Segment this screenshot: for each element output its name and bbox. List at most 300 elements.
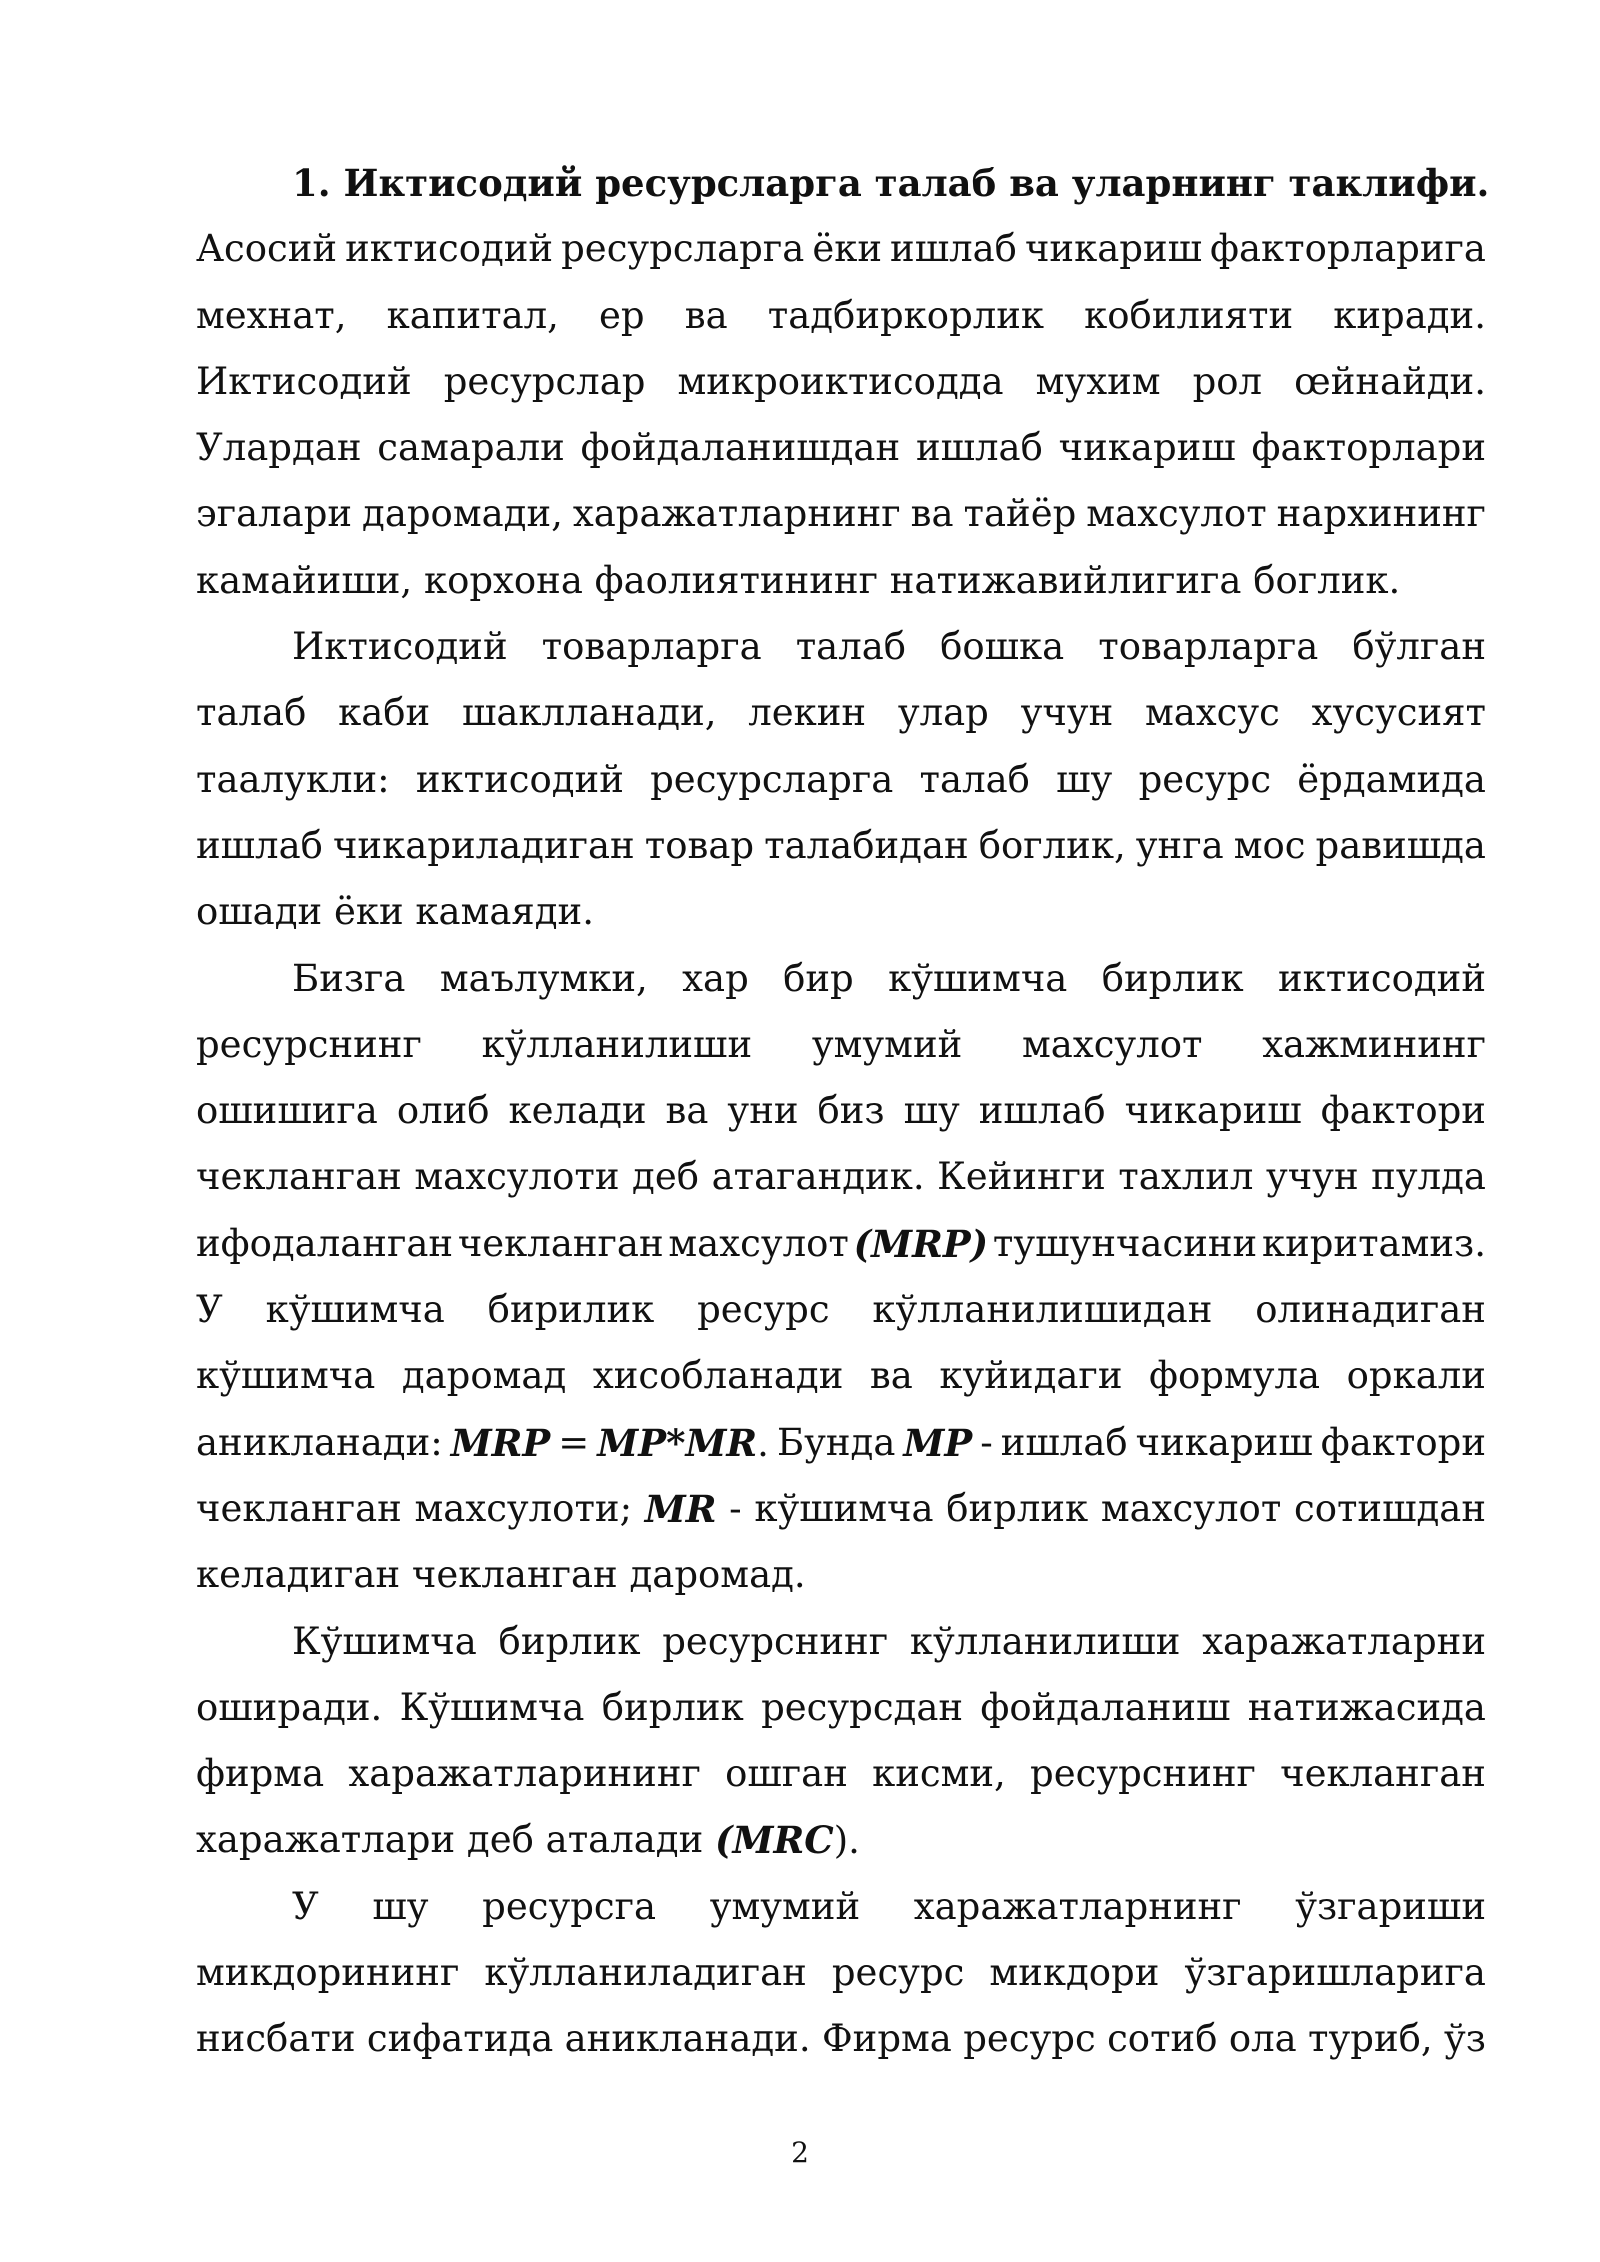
- text-run: У: [196, 1288, 223, 1332]
- word: [939, 1343, 1122, 1409]
- text-run: рол: [1192, 359, 1263, 403]
- word: [573, 481, 901, 547]
- word: [1321, 1410, 1486, 1476]
- text-run: фаолиятининг: [594, 558, 878, 602]
- text-run: учун: [1020, 691, 1114, 735]
- paragraph-line: [196, 946, 1486, 1012]
- space: [412, 548, 424, 614]
- word: [196, 349, 412, 415]
- text-run: ишлаб: [1000, 1420, 1128, 1464]
- word: [1262, 1012, 1486, 1078]
- word: [196, 1211, 453, 1277]
- word: [1277, 481, 1486, 547]
- word: [196, 680, 306, 746]
- word: [1102, 946, 1244, 1012]
- paragraph-line: [196, 1542, 1486, 1608]
- text-run: ёки: [812, 227, 883, 271]
- word: [979, 1078, 1106, 1144]
- text-run: улар: [897, 691, 989, 735]
- text-run: ёки: [333, 890, 404, 934]
- term-emphasis: MP: [597, 1420, 667, 1465]
- space: [322, 879, 334, 945]
- word: [1210, 216, 1486, 282]
- paragraph-line: [196, 548, 1486, 614]
- word: [1371, 1144, 1486, 1210]
- text-run: аникланади.: [564, 2017, 811, 2061]
- text-run: микдорининг: [196, 1951, 460, 1995]
- text-run: Иктисодий: [292, 625, 508, 669]
- text-run: ишлаб: [915, 426, 1043, 470]
- text-run: биз: [817, 1089, 885, 1133]
- word: [1059, 415, 1236, 481]
- word: [946, 1476, 1088, 1542]
- word: [1312, 680, 1486, 746]
- word: [1139, 747, 1271, 813]
- text-run: киритамиз.: [1261, 1221, 1486, 1265]
- word: [334, 879, 404, 945]
- formula-symbol: (: [715, 1818, 733, 1863]
- word: [196, 1277, 223, 1343]
- word: [668, 1211, 848, 1277]
- term-emphasis: MR: [644, 1486, 717, 1531]
- space: [878, 548, 890, 614]
- text-run: чекланган: [196, 1155, 402, 1199]
- word: [509, 1078, 647, 1144]
- word: [542, 614, 762, 680]
- word: [1056, 747, 1112, 813]
- term-emphasis: MRC: [732, 1818, 834, 1863]
- word: [546, 1807, 704, 1873]
- text-run: нисбати: [196, 2017, 356, 2061]
- text-run: хажмининг: [1262, 1022, 1486, 1066]
- text-run: тахлил: [1118, 1155, 1254, 1199]
- text-run: œйнайди.: [1294, 359, 1486, 403]
- space: [455, 1807, 467, 1873]
- word: [712, 1144, 925, 1210]
- word: [1036, 349, 1161, 415]
- text-run: фойдаланишдан: [580, 426, 901, 470]
- term-emphasis: MR: [685, 1420, 758, 1465]
- formula-symbol: =: [558, 1420, 590, 1464]
- text-run: ер: [599, 293, 645, 337]
- word: [1001, 1410, 1128, 1476]
- word: [678, 349, 1004, 415]
- text-run: фирма: [196, 1752, 325, 1796]
- text-run: Асосий: [196, 227, 338, 271]
- word: [196, 1807, 455, 1873]
- text-run: У: [292, 1884, 319, 1928]
- text-run: корхона: [423, 558, 583, 602]
- word: [812, 216, 882, 282]
- paragraph-line: [196, 1476, 1486, 1542]
- word: [348, 1741, 701, 1807]
- word: [832, 1940, 964, 2006]
- word: [292, 1874, 319, 1940]
- text-run: чикариш: [1124, 1089, 1302, 1133]
- word: [1202, 1609, 1486, 1675]
- paragraph-line: [196, 614, 1486, 680]
- word: [1022, 1012, 1202, 1078]
- text-run: кўшимча: [265, 1288, 445, 1332]
- text-run: Бунда: [776, 1420, 896, 1464]
- word: [1145, 680, 1280, 746]
- text-run: чекланган: [1280, 1752, 1486, 1796]
- word: [415, 879, 594, 945]
- text-run: талабидан: [764, 823, 969, 867]
- text-run: келадиган: [196, 1553, 401, 1597]
- word: [1266, 1144, 1359, 1210]
- word: [940, 614, 1064, 680]
- text-run: хусусият: [1311, 691, 1486, 735]
- word: [196, 1476, 402, 1542]
- text-run: махсулот: [1086, 492, 1267, 536]
- word: [898, 680, 989, 746]
- space: [1242, 548, 1254, 614]
- text-run: чекланган: [411, 1553, 618, 1597]
- word: [754, 1476, 933, 1542]
- text-run: кўшимча: [196, 1354, 376, 1398]
- text-run: ошади: [196, 890, 323, 934]
- text-run: тадбиркорлик: [767, 293, 1045, 337]
- text-run: уни: [727, 1089, 799, 1133]
- text-run: ресурсдан: [761, 1685, 964, 1729]
- text-run: ола: [1228, 2017, 1297, 2061]
- text-run: аникланади:: [196, 1420, 443, 1464]
- text-run: иктисодий: [345, 227, 554, 271]
- word: [1262, 1211, 1486, 1277]
- paragraph-line: [196, 680, 1486, 746]
- word: [462, 680, 717, 746]
- word: [890, 548, 1242, 614]
- text-run: махсулот: [1022, 1022, 1203, 1066]
- text-run: кўшимча: [754, 1486, 934, 1530]
- word: [979, 813, 1126, 879]
- word: [196, 747, 390, 813]
- text-run: шаклланади,: [461, 691, 717, 735]
- word: [1347, 1343, 1486, 1409]
- word: [1234, 813, 1306, 879]
- word: [697, 1277, 829, 1343]
- word: [292, 1609, 477, 1675]
- word: [872, 1741, 1006, 1807]
- space: [618, 1542, 630, 1608]
- section-heading: [196, 150, 1490, 216]
- text-run: сотишдан: [1293, 1486, 1486, 1530]
- paragraph-line: [196, 2006, 1486, 2072]
- word: [482, 1012, 753, 1078]
- text-run: харажатларнинг: [913, 1884, 1242, 1928]
- word: [196, 1940, 459, 2006]
- word: [484, 1940, 806, 2006]
- word: [1184, 1940, 1486, 2006]
- text-run: бирлик: [1101, 956, 1244, 1000]
- word: [196, 1675, 382, 1741]
- word: [1107, 2006, 1217, 2072]
- text-run: ва: [910, 492, 954, 536]
- text-run: микдори: [989, 1951, 1160, 1995]
- text-run: ресурс: [697, 1288, 830, 1332]
- word: [920, 747, 1030, 813]
- text-run: бирлик: [946, 1486, 1089, 1530]
- paragraph-line: [196, 1940, 1486, 2006]
- word: [467, 1807, 534, 1873]
- text-run: Кўшимча: [399, 1685, 585, 1729]
- paragraph-line: [196, 747, 1486, 813]
- text-run: ресурсларга: [561, 227, 805, 271]
- word: [565, 2006, 811, 2072]
- text-run: Кўшимча: [292, 1619, 477, 1663]
- text-run: иктисодий: [1277, 956, 1486, 1000]
- text-run: Кейинги: [937, 1155, 1106, 1199]
- word: [1025, 216, 1202, 282]
- word: [963, 2006, 1095, 2072]
- word: [1294, 349, 1486, 415]
- word: [1295, 1874, 1486, 1940]
- text-run: нархининг: [1276, 492, 1486, 536]
- paragraph-line: [196, 1277, 1486, 1343]
- word: [1125, 1078, 1302, 1144]
- word: [499, 1609, 641, 1675]
- word: [558, 1410, 589, 1476]
- text-run: бўлган: [1352, 625, 1486, 669]
- document-body: [196, 150, 1490, 2073]
- word: [397, 1078, 490, 1144]
- text-run: умумий: [709, 1884, 861, 1928]
- word: [715, 1807, 860, 1873]
- word: [196, 216, 337, 282]
- text-run: сотиб: [1107, 2017, 1218, 2061]
- text-run: ресурсларга: [650, 757, 894, 801]
- word: [870, 1343, 913, 1409]
- word: [685, 283, 728, 349]
- formula-symbol: ): [970, 1221, 989, 1266]
- paragraph-line: [196, 216, 1486, 282]
- word: [1149, 1343, 1320, 1409]
- word: [1252, 415, 1486, 481]
- text-run: ресурснинг: [196, 1022, 422, 1066]
- word: [872, 1277, 1212, 1343]
- word: [451, 1410, 551, 1476]
- text-run: талаб: [196, 691, 307, 735]
- word: [597, 1410, 769, 1476]
- text-run: маълумки,: [439, 956, 648, 1000]
- text-run: бирлик: [498, 1619, 641, 1663]
- word: [196, 1078, 378, 1144]
- text-run: тушунчасини: [992, 1221, 1258, 1265]
- text-run: шу: [1056, 757, 1113, 801]
- word: [372, 1874, 428, 1940]
- term-emphasis: MP: [903, 1420, 973, 1465]
- text-run: -: [729, 1486, 742, 1530]
- word: [196, 548, 412, 614]
- word: [387, 283, 559, 349]
- word: [561, 216, 804, 282]
- text-run: .: [757, 1421, 769, 1465]
- text-run: кўлланилишидан: [872, 1288, 1213, 1332]
- word: [1321, 1078, 1486, 1144]
- word: [1297, 747, 1486, 813]
- word: [1098, 614, 1318, 680]
- word: [196, 415, 362, 481]
- word: [414, 1476, 632, 1542]
- text-run: чекланган: [457, 1221, 664, 1265]
- text-run: харажатлари: [196, 1818, 456, 1862]
- word: [1084, 283, 1293, 349]
- paragraph-line: [196, 1078, 1486, 1144]
- text-run: даромад.: [629, 1553, 806, 1597]
- text-run: Бизга: [292, 956, 406, 1000]
- text-run: кўшимча: [888, 956, 1068, 1000]
- word: [333, 813, 635, 879]
- text-run: аталади: [545, 1818, 704, 1862]
- text-run: кўлланиладиган: [484, 1951, 807, 1995]
- word: [989, 1940, 1159, 2006]
- text-run: деб: [632, 1155, 700, 1199]
- word: [292, 614, 508, 680]
- text-run: олиб: [396, 1089, 490, 1133]
- space: [534, 1807, 546, 1873]
- text-run: даромади,: [362, 492, 563, 536]
- text-run: иктисодий: [415, 757, 624, 801]
- text-run: пулда: [1371, 1155, 1486, 1199]
- text-run: оширади.: [196, 1685, 383, 1729]
- paragraph-line: [196, 349, 1486, 415]
- word: [599, 283, 645, 349]
- text-run: харажатларнинг: [572, 492, 901, 536]
- word: [1118, 1144, 1253, 1210]
- term-emphasis: MRP: [450, 1420, 551, 1465]
- text-run: бошка: [940, 625, 1065, 669]
- word: [488, 1277, 655, 1343]
- word: [725, 1741, 848, 1807]
- word: [812, 1012, 962, 1078]
- text-run: талаб: [795, 625, 907, 669]
- text-run: фойдаланиш: [980, 1685, 1231, 1729]
- text-run: самарали: [377, 426, 565, 470]
- text-run: Иктисодий: [196, 359, 412, 403]
- text-run: келади: [508, 1089, 647, 1133]
- word: [645, 813, 754, 879]
- word: [710, 1874, 860, 1940]
- text-run: кисми,: [872, 1752, 1006, 1796]
- word: [783, 946, 854, 1012]
- word: [196, 1542, 400, 1608]
- text-run: махсус: [1144, 691, 1280, 735]
- paragraph-line: [196, 1012, 1486, 1078]
- text-run: фактори: [1320, 1089, 1486, 1133]
- paragraph-line: [196, 1410, 1486, 1476]
- word: [1308, 2006, 1433, 2072]
- text-run: ифодаланган: [196, 1221, 454, 1265]
- paragraph-line: [196, 813, 1486, 879]
- text-run: мос: [1233, 823, 1306, 867]
- text-run: махсулот: [668, 1221, 849, 1265]
- word: [1280, 1741, 1486, 1807]
- text-run: кобилияти: [1084, 293, 1294, 337]
- word: [424, 548, 583, 614]
- word: [367, 2006, 553, 2072]
- text-run: каби: [338, 691, 431, 735]
- text-run: таалукли:: [196, 757, 390, 801]
- text-run: мехнат,: [196, 293, 347, 337]
- text-run: чикариш: [1135, 1420, 1313, 1464]
- text-run: унга: [1135, 823, 1224, 867]
- text-run: махсулоти: [414, 1155, 620, 1199]
- word: [903, 1410, 972, 1476]
- text-run: микроиктисодда: [677, 359, 1004, 403]
- space: [400, 1542, 412, 1608]
- text-run: мухим: [1035, 359, 1161, 403]
- word: [196, 813, 323, 879]
- text-run: камайиши,: [196, 558, 413, 602]
- text-run: товарларга: [1098, 625, 1319, 669]
- word: [980, 1410, 993, 1476]
- text-run: махсулоти;: [414, 1486, 633, 1530]
- word: [196, 283, 347, 349]
- text-run: ошишига: [196, 1089, 378, 1133]
- text-run: ёрдамида: [1297, 757, 1486, 801]
- formula-symbol: *: [666, 1420, 686, 1465]
- word: [904, 1078, 960, 1144]
- word: [727, 1078, 798, 1144]
- text-run: киради.: [1333, 293, 1486, 337]
- word: [993, 1211, 1257, 1277]
- text-run: эгалари: [196, 492, 353, 536]
- word: [196, 1012, 422, 1078]
- text-run: камаяди.: [415, 890, 594, 934]
- text-run: кўлланилиши: [481, 1022, 753, 1066]
- word: [911, 481, 954, 547]
- word: [482, 1874, 656, 1940]
- word: [377, 415, 565, 481]
- paragraph-line: [196, 1741, 1486, 1807]
- paragraph-line: [196, 1144, 1486, 1210]
- paragraph-line: [196, 1609, 1486, 1675]
- text-run: атагандик.: [711, 1155, 925, 1199]
- word: [914, 1874, 1242, 1940]
- text-run: харажатларининг: [348, 1752, 701, 1796]
- text-run: Фирма: [821, 2017, 952, 2061]
- text-run: шу: [372, 1884, 429, 1928]
- paragraph-line: [196, 1211, 1486, 1277]
- formula-symbol: (: [853, 1221, 872, 1266]
- word: [196, 879, 322, 945]
- text-run: товарларга: [541, 625, 762, 669]
- text-run: ресурснинг: [1030, 1752, 1256, 1796]
- word: [362, 481, 563, 547]
- text-run: ресурс: [831, 1951, 965, 1995]
- space: [583, 548, 595, 614]
- text-run: ресурсга: [482, 1884, 657, 1928]
- word: [682, 946, 749, 1012]
- text-run: ресурслар: [443, 359, 646, 403]
- text-run: сифатида: [366, 2017, 554, 2061]
- text-run: ).: [833, 1819, 860, 1863]
- text-run: чикариш: [1024, 227, 1203, 271]
- word: [980, 1675, 1230, 1741]
- word: [650, 747, 893, 813]
- word: [1253, 548, 1400, 614]
- paragraph-line: [196, 283, 1486, 349]
- text-run: хар: [682, 956, 749, 1000]
- word: [196, 1741, 324, 1807]
- text-run: равишда: [1315, 823, 1486, 867]
- word: [1229, 2006, 1297, 2072]
- text-run: оркали: [1346, 1354, 1486, 1398]
- text-run: олинадиган: [1255, 1288, 1486, 1332]
- word: [748, 680, 866, 746]
- text-run: туриб,: [1308, 2017, 1433, 2061]
